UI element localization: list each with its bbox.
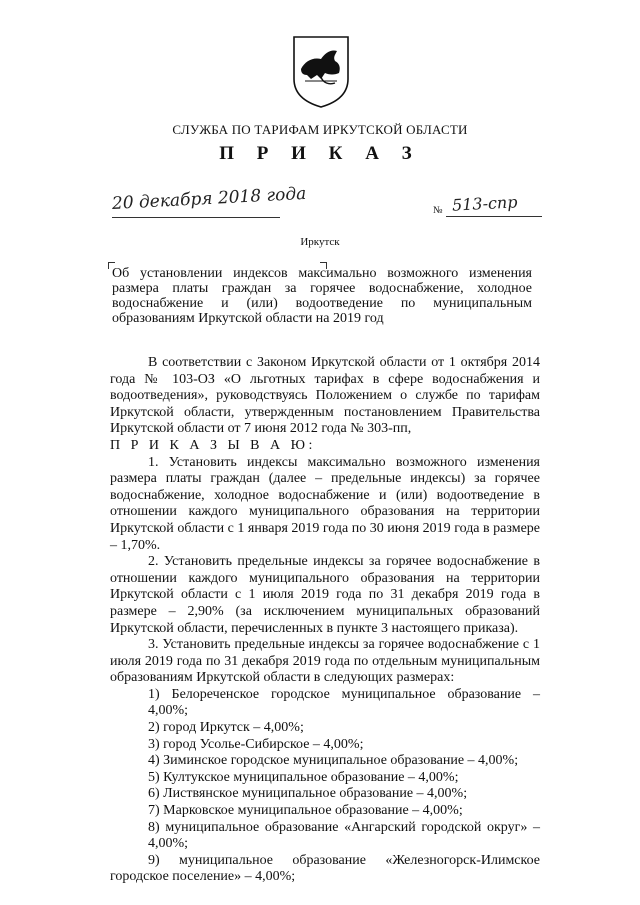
order-word: П Р И К А З Ы В А Ю:: [110, 437, 316, 453]
order-subject: Об установлении индексов максимально возможного изменения размера платы граждан за горячее водоснабжение, холодное водоснабжение и (или) водоотведение по муниципальным образованиям Иркутской области на 2019 год: [112, 266, 532, 326]
list-item: 2) город Иркутск – 4,00%;: [148, 720, 304, 736]
order-body: [110, 355, 540, 886]
paragraph-item-3: 3. Установить предельные индексы за горячее водоснабжение с 1 июля 2019 года по 31 декабря 2019 года по отдельным муниципальным образованиям Иркутской области в следующих размерах:: [110, 637, 540, 686]
list-item: 8) муниципальное образование «Ангарский городской округ» – 4,00%;: [148, 819, 540, 852]
document-type-title: П Р И К А З: [219, 143, 421, 164]
paragraph-item-2: 2. Установить предельные индексы за горячее водоснабжение в отношении каждого муниципального образования на территории Иркутской области с 1 июля 2019 года по 31 декабря 2019 года в размере – 2,90% (за исключением муниципальных образований Иркутской области, перечисленных в пункте 3 настоящего приказа).: [110, 554, 540, 636]
handwritten-date: 20 декабря 2018 года: [111, 183, 307, 214]
list-item: 5) Култукское муниципальное образование – 4,00%;: [148, 769, 459, 785]
coat-of-arms-icon: [291, 35, 351, 109]
organization-name: СЛУЖБА ПО ТАРИФАМ ИРКУТСКОЙ ОБЛАСТИ: [172, 122, 468, 137]
number-underline: [446, 216, 542, 217]
municipality-list: [110, 687, 540, 886]
list-item: 3) город Усолье-Сибирское – 4,00%;: [148, 736, 364, 752]
paragraph-item-1: 1. Установить индексы максимально возможного изменения размера платы граждан (далее – предельные индексы) за горячее водоснабжение, холодное водоснабжение и (или) водоотведение в отношении каждого муниципального образования на территории Иркутской области с 1 января 2019 года по 30 июня 2019 года в размере – 1,70%.: [110, 454, 540, 553]
list-item: 4) Зиминское городское муниципальное образование – 4,00%;: [148, 753, 519, 769]
city-name: Иркутск: [300, 236, 340, 248]
list-item: 1) Белореченское городское муниципальное образование – 4,00%;: [148, 686, 540, 719]
coat-of-arms-emblem: [291, 35, 351, 109]
date-underline: [112, 217, 280, 218]
list-item: 6) Листвянское муниципальное образование – 4,00%;: [148, 786, 468, 802]
list-item: 9) муниципальное образование «Железногорск-Илимское городское поселение» – 4,00%;: [110, 852, 540, 885]
number-sign: №: [433, 205, 443, 216]
handwritten-order-number: 513-спр: [451, 192, 518, 215]
list-item: 7) Марковское муниципальное образование – 4,00%;: [148, 803, 463, 819]
preamble-paragraph: В соответствии с Законом Иркутской области от 1 октября 2014 года № 103-ОЗ «О льготных тарифах в сфере водоснабжения и водоотведения», руководствуясь Положением о службе по тарифам Иркутской области, утвержденным постановлением Правительства Иркутской области от 7 июня 2012 года № 303-пп,: [110, 355, 540, 437]
